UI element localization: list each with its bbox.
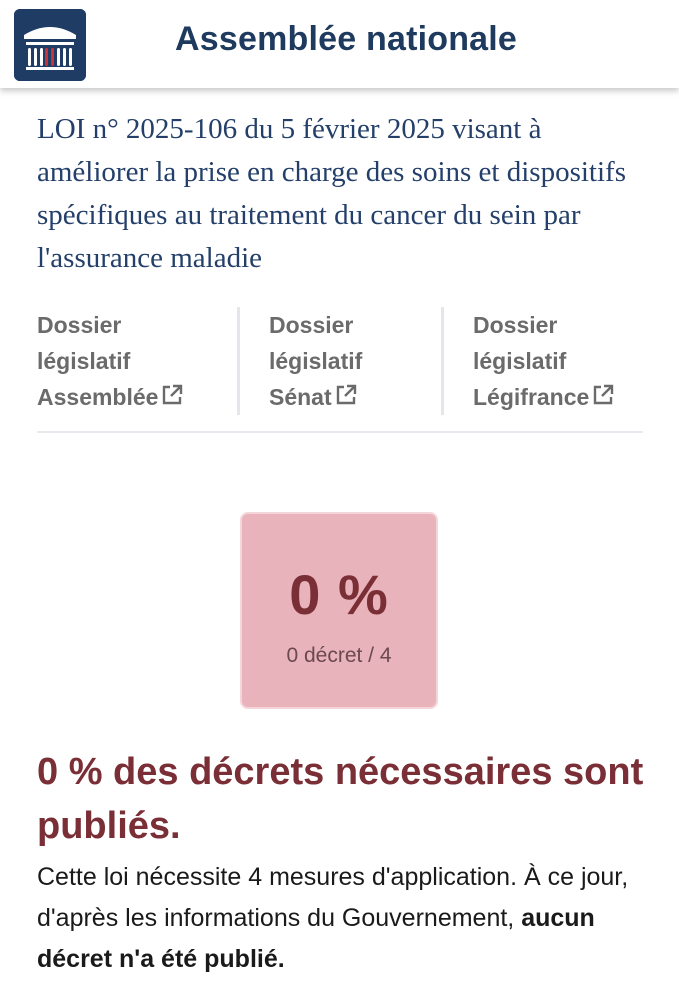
dossier-senat-line3: Sénat: [269, 384, 332, 410]
summary-text: [37, 857, 657, 980]
dossier-legifrance-line2: législatif: [473, 348, 567, 374]
decree-count: 0 décret / 4: [286, 644, 392, 667]
decree-stat-box: [240, 512, 438, 709]
dossier-assemblee-link[interactable]: [37, 307, 183, 415]
dossier-separator: [441, 307, 444, 415]
dossier-assemblee-line1: Dossier: [37, 312, 122, 338]
assemblee-logo-icon[interactable]: [14, 9, 86, 81]
dossier-senat-link[interactable]: [269, 307, 362, 415]
summary-text-regular: Cette loi nécessite 4 mesures d'application. À ce jour, d'après les informations du Gouvernement,: [37, 863, 629, 932]
summary-text-bold: aucun décret n'a été publié.: [37, 904, 595, 973]
decree-percent: 0 %: [289, 563, 389, 626]
external-link-icon: [592, 384, 614, 406]
dossier-assemblee-line3: Assemblée: [37, 384, 159, 410]
dossier-legifrance-line3: Légifrance: [473, 384, 590, 410]
dossier-separator: [237, 307, 240, 415]
dossier-legifrance-link[interactable]: [473, 307, 614, 415]
dossier-assemblee-line2: législatif: [37, 348, 131, 374]
law-title: LOI n° 2025-106 du 5 février 2025 visant à améliorer la prise en charge des soins et dispositifs spécifiques au traitement du cancer du sein par l'assurance maladie: [37, 113, 626, 274]
summary-headline: 0 % des décrets nécessaires sont publiés.: [37, 751, 644, 847]
external-link-icon: [161, 384, 183, 406]
dossier-senat-line2: législatif: [269, 348, 363, 374]
dossier-legifrance-line1: Dossier: [473, 312, 558, 338]
dossier-links: [37, 307, 643, 433]
external-link-icon: [335, 384, 357, 406]
dossier-senat-line1: Dossier: [269, 312, 354, 338]
site-title: Assemblée nationale: [175, 20, 518, 58]
site-header: [0, 0, 679, 88]
